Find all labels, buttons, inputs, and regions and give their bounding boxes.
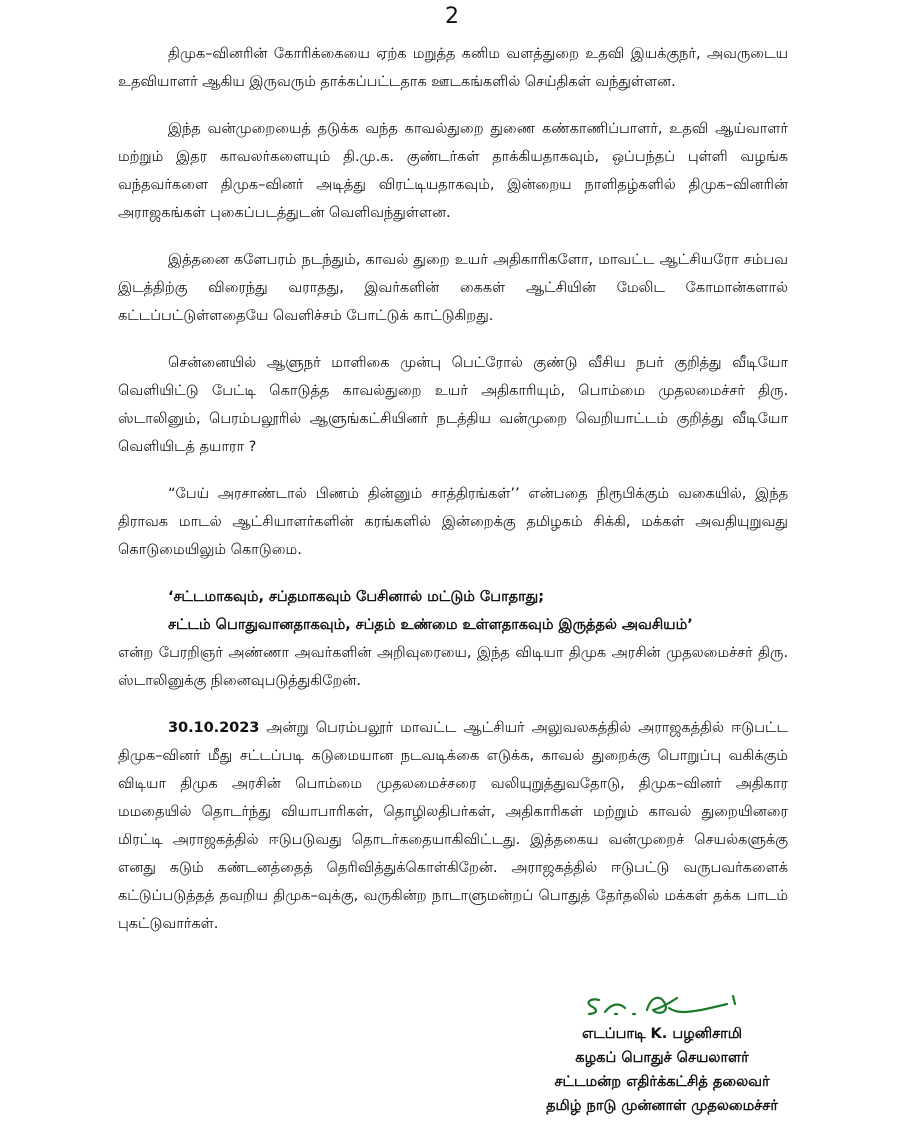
paragraph-4: சென்னையில் ஆளுநர் மாளிகை முன்பு பெட்ரோல் குண்டு வீசிய நபர் குறித்து வீடியோ வெளியிட்டு பேட்டி கொடுத்த காவல்துறை உயர் அதிகாரியும், பொம்மை முதலமைச்சர் திரு. ஸ்டாலினும், பெரம்பலூரில் ஆளுங்கட்சியினர் நடத்திய வன்முறை வெறியாட்டம் குறித்து வீடியோ வெளியிடத் தயாரா ?: [118, 354, 788, 455]
signatory-title-former-cm: தமிழ் நாடு முன்னாள் முதலமைச்சர்: [546, 1098, 778, 1114]
final-paragraph-text: அன்று பெரம்பலூர் மாவட்ட ஆட்சியர் அலுவலகத்தில் அராஜகத்தில் ஈடுபட்ட திமுக–வினர் மீது சட்டப்படி கடுமையான நடவடிக்கை எடுக்க, காவல் துறைக்கு பொறுப்பு வகிக்கும் விடியா திமுக அரசின் பொம்மை முதலமைச்சரை வலியுறுத்துவதோடு, திமுக–வினர் அதிகார மமதையில் தொடர்ந்து வியாபாரிகள், தொழிலதிபர்கள், அதிகாரிகள் மற்றும் காவல் துறையினரை மிரட்டி அராஜகத்தில் ஈடுபடுவது தொடர்கதையாகிவிட்டது. இத்தகைய வன்முறைச் செயல்களுக்கு எனது கடும் கண்டனத்தைத் தெரிவித்துக்கொள்கிறேன். அராஜகத்தில் ஈடுபட்டு வருபவர்களைக் கட்டுப்படுத்தத் தவறிய திமுக–வுக்கு, வருகின்ற நாடாளுமன்றப் பொதுத் தேர்தலில் மக்கள் தக்க பாடம் புகட்டுவார்கள்.: [118, 719, 788, 932]
handwritten-signature: [577, 990, 747, 1022]
paragraph-final: [118, 714, 788, 938]
paragraph-1: திமுக–வினரின் கோரிக்கையை ஏற்க மறுத்த கனிம வளத்துறை உதவி இயக்குநர், அவருடைய உதவியாளர் ஆகிய இருவரும் தாக்கப்பட்டதாக ஊடகங்களில் செய்திகள் வந்துள்ளன.: [118, 45, 788, 90]
signature-block: [512, 990, 812, 1118]
paragraph-after-quote: என்ற பேரறிஞர் அண்ணா அவர்களின் அறிவுரையை, இந்த விடியா திமுக அரசின் முதலமைச்சர் திரு. ஸ்டாலினுக்கு நினைவுபடுத்துகிறேன்.: [118, 644, 788, 689]
paragraph-5: “பேய் அரசாண்டால் பிணம் தின்னும் சாத்திரங்கள்’’ என்பதை நிரூபிக்கும் வகையில், இந்த திராவக மாடல் ஆட்சியாளர்களின் கரங்களில் இன்றைக்கு தமிழகம் சிக்கி, மக்கள் அவதியுறுவது கொடுமையிலும் கொடுமை.: [118, 485, 788, 558]
quote-line-1: ‘சட்டமாகவும், சப்தமாகவும் பேசினால் மட்டும் போதாது;: [168, 588, 544, 605]
date-text: 30.10.2023: [168, 719, 260, 736]
signatory-name: எடப்பாடி K. பழனிசாமி: [581, 1026, 743, 1042]
signatory-title-general-secretary: கழகப் பொதுச் செயலாளர்: [575, 1050, 749, 1066]
anna-quote: [118, 583, 788, 639]
page-number: 2: [445, 4, 459, 29]
quote-line-2: சட்டம் பொதுவானதாகவும், சப்தம் உண்மை உள்ளதாகவும் இருத்தல் அவசியம்’: [168, 616, 693, 633]
signatory-title-opposition-leader: சட்டமன்ற எதிர்க்கட்சித் தலைவர்: [554, 1074, 770, 1090]
statement-body: [118, 40, 788, 957]
paragraph-2: இந்த வன்முறையைத் தடுக்க வந்த காவல்துறை துணை கண்காணிப்பாளர், உதவி ஆய்வாளர் மற்றும் இதர காவலர்களையும் தி.மு.க. குண்டர்கள் தாக்கியதாகவும், ஒப்பந்தப் புள்ளி வழங்க வந்தவர்களை திமுக–வினர் அடித்து விரட்டியதாகவும், இன்றைய நாளிதழ்களில் திமுக–வினரின் அராஜகங்கள் புகைப்படத்துடன் வெளிவந்துள்ளன.: [118, 120, 788, 221]
paragraph-3: இத்தனை களேபரம் நடந்தும், காவல் துறை உயர் அதிகாரிகளோ, மாவட்ட ஆட்சியரோ சம்பவ இடத்திற்கு விரைந்து வராதது, இவர்களின் கைகள் ஆட்சியின் மேலிட கோமான்களால் கட்டப்பட்டுள்ளதையே வெளிச்சம் போட்டுக் காட்டுகிறது.: [118, 251, 788, 324]
